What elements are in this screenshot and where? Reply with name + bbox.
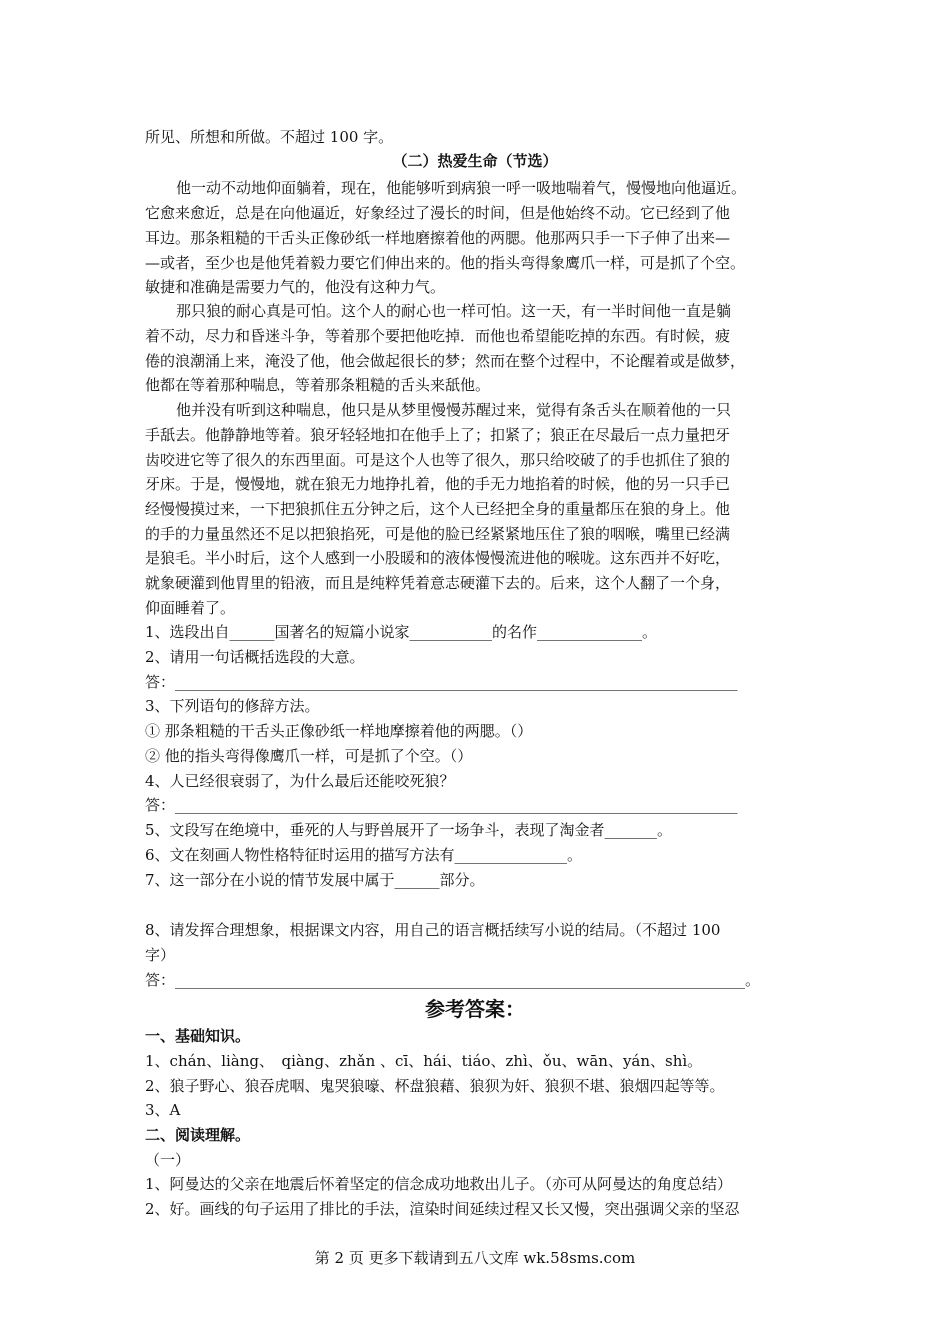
- intro-tail: 所见、所想和所做。不超过 100 字。: [145, 128, 394, 146]
- passage-line: —或者，至少也是他凭着毅力要它们伸出来的。他的指头弯得象鹰爪一样，可是抓了个空。: [145, 254, 746, 272]
- question-line: 字）: [145, 946, 176, 964]
- passage-line: 它愈来愈近，总是在向他逼近，好象经过了漫长的时间，但是他始终不动。它已经到了他: [145, 204, 731, 222]
- answers-title: 参考答案：: [425, 997, 525, 1021]
- passage-line: 的手的力量虽然还不足以把狼掐死，可是他的脸已经紧紧地压住了狼的咽喉，嘴里已经满: [145, 525, 731, 543]
- question-line: 5、文段写在绝境中，垂死的人与野兽展开了一场争斗，表现了淘金者_______。: [145, 821, 673, 839]
- passage-line: 他都在等着那种喘息，等着那条粗糙的舌头来舐他。: [145, 376, 491, 394]
- passage-line: 他并没有听到这种喘息，他只是从梦里慢慢苏醒过来，觉得有条舌头在顺着他的一只: [176, 401, 732, 419]
- question-line: 1、选段出自______国著名的短篇小说家___________的名作______________。: [145, 623, 658, 641]
- answer-blank: 答：____________________________________________________________________________。: [145, 971, 761, 989]
- passage-line: 倦的浪潮涌上来，淹没了他，他会做起很长的梦；然而在整个过程中，不论醒着或是做梦，: [145, 352, 746, 370]
- passage-line: 牙床。于是，慢慢地，就在狼无力地挣扎着，他的手无力地掐着的时候，他的另一只手已: [145, 475, 731, 493]
- answer-blank: 答：___________________________________________________________________________: [145, 796, 738, 814]
- passage-line: 那只狼的耐心真是可怕。这个人的耐心也一样可怕。这一天，有一半时间他一直是躺: [176, 302, 732, 320]
- answer-line: （一）: [145, 1151, 191, 1169]
- answer-line: 2、狼子野心、狼吞虎咽、鬼哭狼嚎、杯盘狼藉、狼狈为奸、狼狈不堪、狼烟四起等等。: [145, 1077, 725, 1095]
- question-line: 6、文在刻画人物性格特征时运用的描写方法有_______________。: [145, 846, 583, 864]
- passage-line: 手舐去。他静静地等着。狼牙轻轻地扣在他手上了；扣紧了；狼正在尽最后一点力量把牙: [145, 426, 731, 444]
- passage-line: 仰面睡着了。: [145, 599, 236, 617]
- passage-line: 齿咬进它等了很久的东西里面。可是这个人也等了很久，那只给咬破了的手也抓住了狼的: [145, 451, 731, 469]
- passage-line: 耳边。那条粗糙的干舌头正像砂纸一样地磨擦着他的两腮。他那两只手一下子伸了出来—: [145, 229, 731, 247]
- question-line: 8、请发挥合理想象，根据课文内容，用自己的语言概括续写小说的结局。（不超过 100: [145, 921, 721, 939]
- question-line: ① 那条粗糙的干舌头正像砂纸一样地摩擦着他的两腮。（）: [145, 722, 533, 740]
- answer-section-heading: 一、基础知识。: [145, 1027, 251, 1045]
- section-title: （二）热爱生命（节选）: [392, 152, 558, 170]
- passage-line: 就象硬灌到他胃里的铅液，而且是纯粹凭着意志硬灌下去的。后来，这个人翻了一个身，: [145, 574, 731, 592]
- page-footer: 第 2 页 更多下载请到五八文库 wk.58sms.com: [314, 1249, 636, 1267]
- passage-line: 经慢慢摸过来，一下把狼抓住五分钟之后，这个人已经把全身的重量都压在狼的身上。他: [145, 500, 731, 518]
- question-line: 3、下列语句的修辞方法。: [145, 697, 320, 715]
- answer-line: 1、阿曼达的父亲在地震后怀着坚定的信念成功地救出儿子。（亦可从阿曼达的角度总结）: [145, 1175, 733, 1193]
- passage-line: 着不动，尽力和昏迷斗争，等着那个要把他吃掉．而他也希望能吃掉的东西。有时候，疲: [145, 327, 731, 345]
- answer-line: 3、A: [145, 1101, 181, 1119]
- answer-blank: 答：___________________________________________________________________________: [145, 673, 738, 691]
- answer-line: 2、好。画线的句子运用了排比的手法，渲染时间延续过程又长又慢，突出强调父亲的坚忍: [145, 1200, 740, 1218]
- passage-line: 敏捷和准确是需要力气的，他没有这种力气。: [145, 278, 446, 296]
- question-line: 7、这一部分在小说的情节发展中属于______部分。: [145, 871, 485, 889]
- answer-section-heading: 二、阅读理解。: [145, 1126, 251, 1144]
- question-line: 2、请用一句话概括选段的大意。: [145, 648, 365, 666]
- question-line: ② 他的指头弯得像鹰爪一样，可是抓了个空。（）: [145, 747, 473, 765]
- answer-line: 1、chán、liàng、 qiàng、zhǎn 、cī、hái、tiáo、zhì、ǒu、wān、yán、shì。: [145, 1052, 703, 1070]
- question-line: 4、人已经很衰弱了，为什么最后还能咬死狼？: [145, 772, 455, 790]
- passage-line: 是狼毛。半小时后，这个人感到一小股暖和的液体慢慢流进他的喉咙。这东西并不好吃，: [145, 549, 731, 567]
- passage-line: 他一动不动地仰面躺着，现在，他能够听到病狼一呼一吸地喘着气，慢慢地向他逼近。: [176, 179, 747, 197]
